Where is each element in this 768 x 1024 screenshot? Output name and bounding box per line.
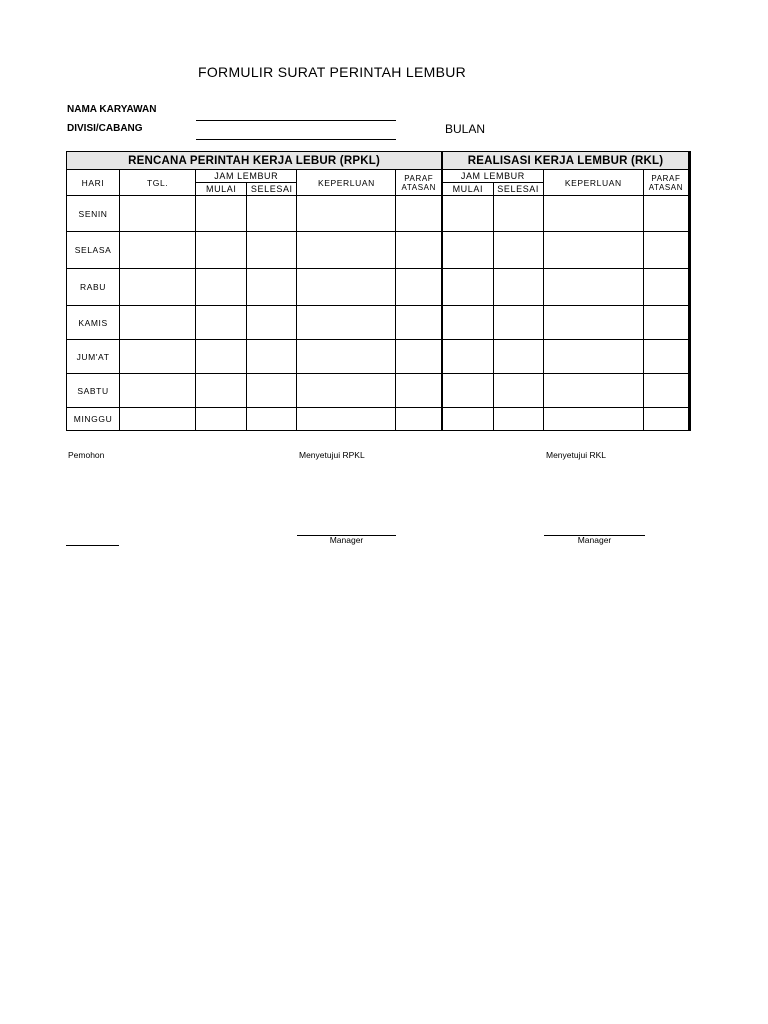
table-cell[interactable] (396, 340, 442, 374)
table-cell[interactable] (543, 374, 643, 408)
table-cell[interactable] (643, 408, 689, 431)
pemohon-signature-line[interactable] (66, 545, 119, 546)
col-jam-lembur-rpkl: JAM LEMBUR (196, 170, 297, 183)
form-title: FORMULIR SURAT PERINTAH LEMBUR (198, 64, 467, 80)
table-cell[interactable] (493, 196, 543, 232)
table-cell[interactable] (120, 340, 196, 374)
day-senin: SENIN (67, 196, 120, 232)
manager-rkl-label: Manager (577, 535, 612, 545)
col-selesai-rkl: SELESAI (493, 183, 543, 196)
table-cell[interactable] (247, 232, 297, 269)
table-cell[interactable] (442, 374, 493, 408)
table-row (67, 374, 690, 408)
col-paraf-atasan-rpkl: PARAF ATASAN (396, 170, 442, 196)
table-cell[interactable] (247, 269, 297, 306)
rkl-section-header: REALISASI KERJA LEMBUR (RKL) (442, 152, 689, 170)
table-cell[interactable] (543, 232, 643, 269)
table-row (67, 408, 690, 431)
col-tgl: TGL. (120, 170, 196, 196)
table-cell[interactable] (120, 232, 196, 269)
table-cell[interactable] (442, 269, 493, 306)
table-cell[interactable] (396, 374, 442, 408)
table-cell[interactable] (196, 374, 247, 408)
table-cell[interactable] (247, 408, 297, 431)
table-cell[interactable] (543, 196, 643, 232)
col-keperluan-rpkl: KEPERLUAN (297, 170, 396, 196)
menyetujui-rpkl-label: Menyetujui RPKL (299, 450, 365, 460)
table-cell[interactable] (196, 408, 247, 431)
table-cell[interactable] (442, 408, 493, 431)
table-cell[interactable] (247, 306, 297, 340)
table-cell[interactable] (297, 340, 396, 374)
table-cell[interactable] (120, 306, 196, 340)
table-cell[interactable] (442, 232, 493, 269)
table-cell[interactable] (247, 340, 297, 374)
table-cell[interactable] (396, 232, 442, 269)
day-minggu: MINGGU (67, 408, 120, 431)
table-cell[interactable] (120, 408, 196, 431)
table-cell[interactable] (493, 232, 543, 269)
table-cell[interactable] (120, 196, 196, 232)
table-cell[interactable] (493, 340, 543, 374)
table-row (67, 232, 690, 269)
col-keperluan-rkl: KEPERLUAN (543, 170, 643, 196)
col-jam-lembur-rkl: JAM LEMBUR (442, 170, 543, 183)
table-cell[interactable] (643, 306, 689, 340)
table-cell[interactable] (196, 340, 247, 374)
table-cell[interactable] (297, 408, 396, 431)
divisi-cabang-label: DIVISI/CABANG (67, 123, 143, 134)
day-kamis: KAMIS (67, 306, 120, 340)
table-cell[interactable] (493, 374, 543, 408)
day-selasa: SELASA (67, 232, 120, 269)
rpkl-section-header: RENCANA PERINTAH KERJA LEBUR (RPKL) (67, 152, 443, 170)
table-cell[interactable] (120, 374, 196, 408)
day-sabtu: SABTU (67, 374, 120, 408)
table-row (67, 269, 690, 306)
table-cell[interactable] (297, 196, 396, 232)
table-cell[interactable] (442, 306, 493, 340)
bulan-label: BULAN (445, 122, 486, 136)
table-cell[interactable] (643, 196, 689, 232)
nama-karyawan-field[interactable] (196, 120, 396, 121)
table-cell[interactable] (396, 306, 442, 340)
table-cell[interactable] (196, 269, 247, 306)
table-cell[interactable] (297, 232, 396, 269)
table-cell[interactable] (643, 232, 689, 269)
table-cell[interactable] (297, 269, 396, 306)
table-cell[interactable] (543, 340, 643, 374)
table-cell[interactable] (247, 196, 297, 232)
table-cell[interactable] (543, 306, 643, 340)
table-row (67, 196, 690, 232)
table-cell[interactable] (493, 408, 543, 431)
overtime-table (66, 151, 691, 431)
day-jumat: JUM'AT (67, 340, 120, 374)
col-paraf-atasan-rkl: PARAF ATASAN (643, 170, 689, 196)
pemohon-label: Pemohon (68, 450, 105, 460)
table-cell[interactable] (297, 374, 396, 408)
menyetujui-rkl-label: Menyetujui RKL (546, 450, 607, 460)
table-cell[interactable] (643, 374, 689, 408)
col-hari: HARI (67, 170, 120, 196)
table-cell[interactable] (442, 196, 493, 232)
col-mulai-rkl: MULAI (442, 183, 493, 196)
manager-rpkl-label: Manager (329, 535, 364, 545)
table-cell[interactable] (543, 269, 643, 306)
divisi-cabang-field[interactable] (196, 139, 396, 140)
table-cell[interactable] (247, 374, 297, 408)
table-cell[interactable] (643, 269, 689, 306)
table-cell[interactable] (396, 408, 442, 431)
table-cell[interactable] (643, 340, 689, 374)
table-cell[interactable] (493, 269, 543, 306)
table-cell[interactable] (297, 306, 396, 340)
table-cell[interactable] (196, 306, 247, 340)
table-cell[interactable] (543, 408, 643, 431)
table-cell[interactable] (442, 340, 493, 374)
table-cell[interactable] (196, 196, 247, 232)
table-row (67, 306, 690, 340)
nama-karyawan-label: NAMA KARYAWAN (67, 104, 157, 115)
col-mulai-rpkl: MULAI (196, 183, 247, 196)
table-cell[interactable] (196, 232, 247, 269)
table-cell[interactable] (396, 196, 442, 232)
table-row (67, 340, 690, 374)
table-cell[interactable] (396, 269, 442, 306)
table-cell[interactable] (493, 306, 543, 340)
col-selesai-rpkl: SELESAI (247, 183, 297, 196)
table-cell[interactable] (120, 269, 196, 306)
day-rabu: RABU (67, 269, 120, 306)
